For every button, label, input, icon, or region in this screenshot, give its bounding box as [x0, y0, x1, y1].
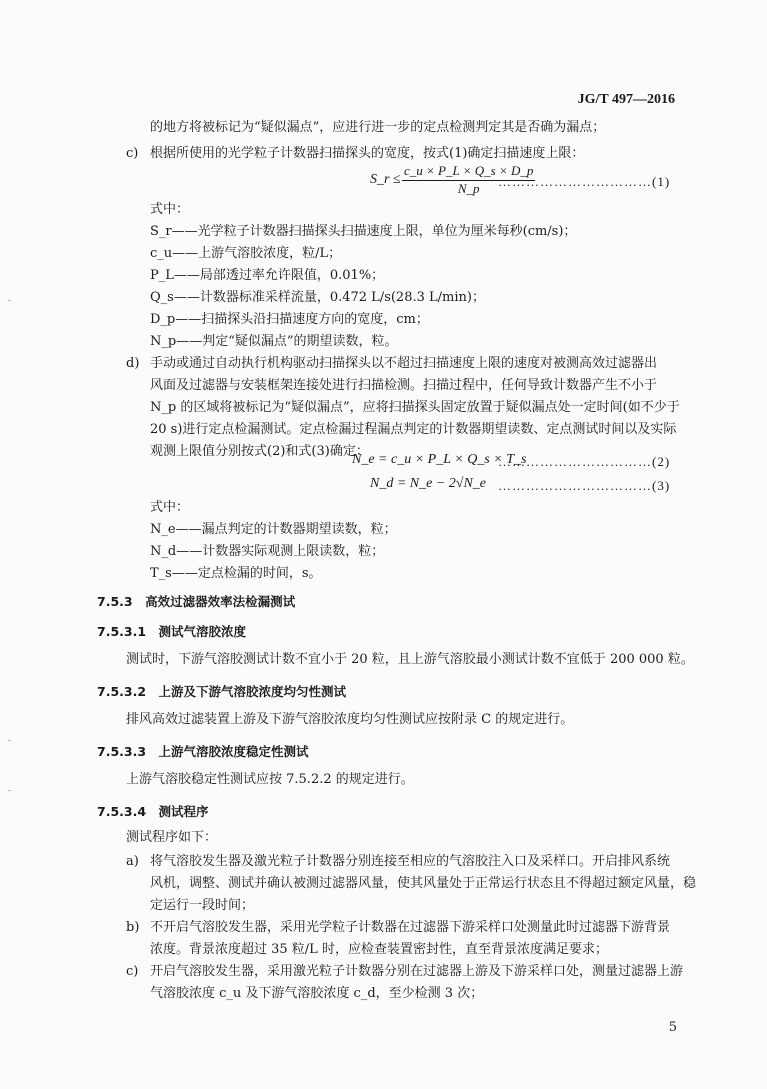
scan-mark — [8, 790, 11, 791]
scan-mark — [8, 300, 11, 301]
scan-mark — [8, 740, 11, 741]
eq1-numerator: c_u × P_L × Q_s × D_p — [402, 163, 535, 181]
proc-c-label: c) — [126, 964, 139, 979]
def-sr: S_r——光学粒子计数器扫描探头扫描速度上限，单位为厘米每秒(cm/s)； — [150, 224, 577, 239]
section-heading-7-5-3-3: 7.5.3.3 上游气溶胶浓度稳定性测试 — [97, 744, 309, 759]
proc-b-line: 不开启气溶胶发生器，采用光学粒子计数器在过滤器下游采样口处测量此时过滤器下游背景 — [150, 920, 671, 935]
def-cu: c_u——上游气溶胶浓度，粒/L； — [150, 246, 342, 261]
section-heading-7-5-3-1: 7.5.3.1 测试气溶胶浓度 — [97, 624, 247, 639]
eq1-denominator: N_p — [457, 181, 480, 196]
def-ne: N_e——漏点判定的计数器期望读数，粒； — [150, 522, 397, 537]
standard-code: JG/T 497—2016 — [577, 92, 675, 107]
item-d-label: d) — [126, 356, 140, 371]
proc-c-line: 气溶胶浓度 c_u 及下游气溶胶浓度 c_d，至少检测 3 次； — [150, 986, 484, 1001]
page-number: 5 — [668, 1020, 677, 1035]
item-d-line: 手动或通过自动执行机构驱动扫描探头以不超过扫描速度上限的速度对被测高效过滤器出 — [150, 356, 658, 371]
paragraph-7-5-3-4: 测试程序如下： — [126, 830, 218, 845]
where-label-2: 式中： — [150, 500, 190, 515]
section-heading-7-5-3-4: 7.5.3.4 测试程序 — [97, 804, 209, 819]
eq2-expression: N_e = c_u × P_L × Q_s × T_s — [352, 452, 527, 467]
item-c-label: c) — [126, 146, 139, 161]
paragraph-7-5-3-1: 测试时，下游气溶胶测试计数不宜小于 20 粒，且上游气溶胶最小测试计数不宜低于 200 000 粒。 — [126, 652, 694, 667]
proc-b-label: b) — [126, 920, 140, 935]
paragraph-7-5-3-3: 上游气溶胶稳定性测试应按 7.5.2.2 的规定进行。 — [126, 772, 414, 787]
def-pl: P_L——局部透过率允许限值，0.01%； — [150, 268, 385, 283]
item-d-line: 风面及过滤器与安装框架连接处进行扫描检测。扫描过程中，任何导致计数器产生不小于 — [150, 378, 658, 393]
eq2-number: ……………………………(2) — [498, 454, 671, 469]
eq1-number: ……………………………(1) — [498, 174, 671, 189]
item-d-line: 20 s)进行定点检漏测试。定点检漏过程漏点判定的计数器期望读数、定点测试时间以及实际 — [150, 422, 677, 437]
def-dp: D_p——扫描探头沿扫描速度方向的宽度，cm； — [150, 312, 429, 327]
where-label-1: 式中： — [150, 202, 190, 217]
def-np: N_p——判定“疑似漏点”的期望读数，粒。 — [150, 334, 398, 349]
eq3-number: ……………………………(3) — [498, 478, 671, 493]
def-qs: Q_s——计数器标准采样流量，0.472 L/s(28.3 L/min)； — [150, 290, 485, 305]
continuation-line: 的地方将被标记为“疑似漏点”，应进行进一步的定点检测判定其是否确为漏点； — [150, 120, 606, 135]
eq3-expression: N_d = N_e − 2√N_e — [370, 476, 487, 491]
def-ts: T_s——定点检漏的时间，s。 — [150, 566, 322, 581]
proc-b-line: 浓度。背景浓度超过 35 粒/L 时，应检查装置密封性，直至背景浓度满足要求； — [150, 942, 608, 957]
paragraph-7-5-3-2: 排风高效过滤装置上游及下游气溶胶浓度均匀性测试应按附录 C 的规定进行。 — [126, 712, 574, 727]
item-c-text: 根据所使用的光学粒子计数器扫描探头的宽度，按式(1)确定扫描速度上限： — [150, 146, 585, 161]
proc-a-line: 将气溶胶发生器及激光粒子计数器分别连接至相应的气溶胶注入口及采样口。开启排风系统 — [150, 854, 671, 869]
eq1-lhs: S_r ≤ — [370, 172, 401, 187]
section-heading-7-5-3: 7.5.3 高效过滤器效率法检漏测试 — [97, 594, 296, 609]
item-d-line: N_p 的区域将被标记为“疑似漏点”，应将扫描探头固定放置于疑似漏点处一定时间(如不少于 — [150, 400, 680, 415]
proc-a-line: 风机，调整、测试并确认被测过滤器风量，使其风量处于正常运行状态且不得超过额定风量，稳 — [150, 876, 697, 891]
section-heading-7-5-3-2: 7.5.3.2 上游及下游气溶胶浓度均匀性测试 — [97, 684, 347, 699]
item-d-line: 观测上限值分别按式(2)和式(3)确定： — [150, 444, 369, 459]
proc-c-line: 开启气溶胶发生器，采用激光粒子计数器分别在过滤器上游及下游采样口处，测量过滤器上游 — [150, 964, 684, 979]
proc-a-line: 定运行一段时间； — [150, 898, 255, 913]
proc-a-label: a) — [126, 854, 139, 869]
def-nd: N_d——计数器实际观测上限读数，粒； — [150, 544, 385, 559]
